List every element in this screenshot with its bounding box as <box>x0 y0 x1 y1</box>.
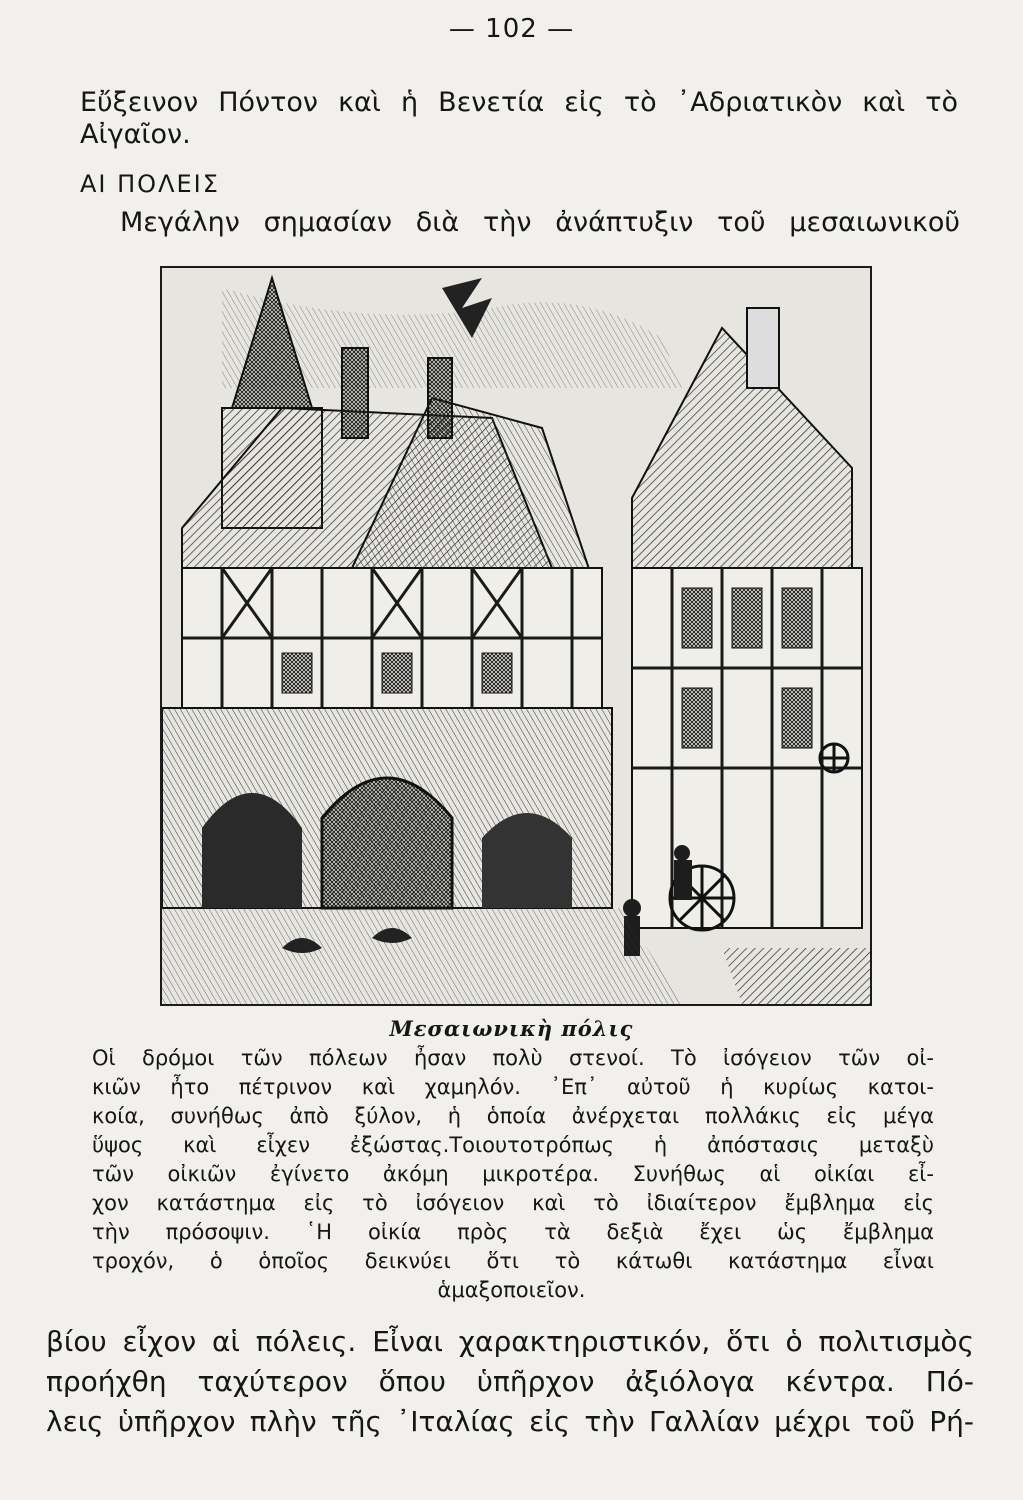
body-text-line: λεις ὑπῆρχον πλὴν τῆς ᾿Ιταλίας εἰς τὴν Γαλλίαν μέχρι τοῦ Ρή- <box>46 1405 974 1438</box>
caption-line: ὕψος καὶ εἶχεν ἐξώστας.Τοιουτοτρόπως ἡ ἀπόστασις μεταξὺ <box>92 1133 934 1157</box>
wheel-emblem <box>820 744 848 772</box>
figure-title: Μεσαιωνικὴ πόλις <box>389 1016 634 1041</box>
caption-line: τῶν οἰκιῶν ἐγίνετο ἀκόμη μικροτέρα. Συνήθως αἱ οἰκίαι εἶ- <box>92 1162 934 1186</box>
caption-line: κιῶν ἦτο πέτρινον καὶ χαμηλόν. ᾿Επ᾿ αὐτοῦ ἡ κυρίως κατοι- <box>92 1075 934 1099</box>
medieval-town-illustration <box>160 266 872 1006</box>
body-text-line: προήχθη ταχύτερον ὅπου ὑπῆρχον ἀξιόλογα κέντρα. Πό- <box>46 1365 974 1398</box>
body-text-line: βίου εἶχον αἱ πόλεις. Εἶναι χαρακτηριστικόν, ὅτι ὁ πολιτισμὸς <box>46 1325 974 1358</box>
section-heading: ΑΙ ΠΟΛΕΙΣ <box>80 170 220 198</box>
body-text-line: Αἰγαῖον. <box>80 119 191 150</box>
caption-line: Οἱ δρόμοι τῶν πόλεων ἦσαν πολὺ στενοί. Τὸ ἰσόγειον τῶν οἰ- <box>92 1046 934 1070</box>
caption-line: χον κατάστημα εἰς τὸ ἰσόγειον καὶ τὸ ἰδιαίτερον ἔμβλημα εἰς <box>92 1191 934 1215</box>
body-text-line: Μεγάλην σημασίαν διὰ τὴν ἀνάπτυξιν τοῦ μεσαιωνικοῦ <box>120 207 960 238</box>
caption-line: τὴν πρόσοψιν. ῾Η οἰκία πρὸς τὰ δεξιὰ ἔχει ὡς ἔμβλημα <box>92 1220 934 1244</box>
caption-line: ἁμαξοποιεῖον. <box>437 1278 586 1302</box>
body-text-line: Εὔξεινον Πόντον καὶ ἡ Βενετία εἰς τὸ ᾿Αδριατικὸν καὶ τὸ <box>80 87 958 118</box>
caption-line: κοία, συνήθως ἀπὸ ξύλον, ἡ ὁποία ἀνέρχεται πολλάκις εἰς μέγα <box>92 1104 934 1128</box>
caption-line: τροχόν, ὁ ὁποῖος δεικνύει ὅτι τὸ κάτωθι κατάστημα εἶναι <box>92 1249 934 1273</box>
page-number: — 102 — <box>448 14 575 44</box>
